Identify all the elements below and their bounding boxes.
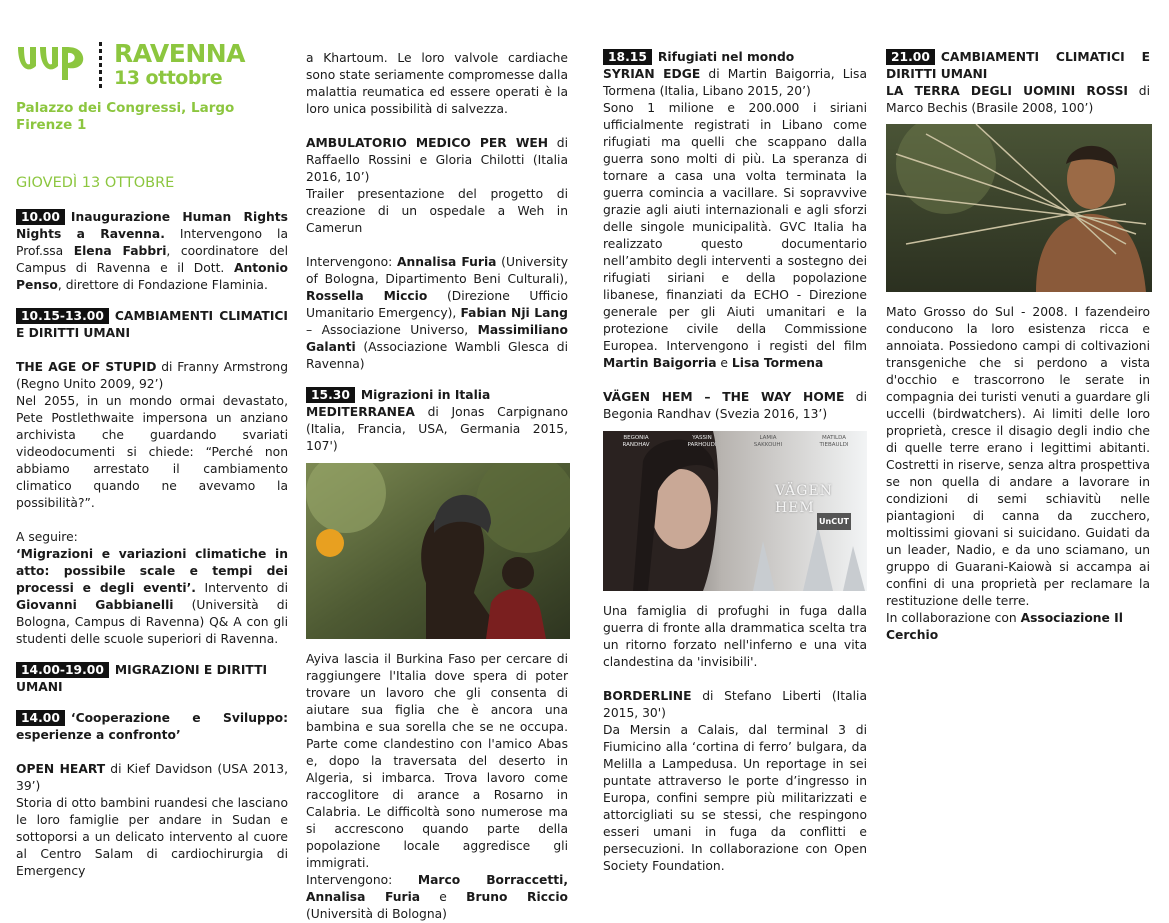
- event-7: 21.00 CAMBIAMENTI CLIMATICI E DIRITTI UMANI: [886, 50, 1150, 81]
- mediterranea-photo: [306, 463, 570, 639]
- column-4: [886, 0, 1150, 644]
- event-3: 14.00-19.00 MIGRAZIONI E DIRITTI UMANI: [16, 663, 268, 694]
- speakers-2: Intervengono: Marco Borraccetti, Annalisa Furia e Bruno Riccio (Università di Bologna): [306, 873, 568, 921]
- film-age-of-stupid: THE AGE OF STUPID di Franny Armstrong (Regno Unito 2009, 92’) Nel 2055, in un mondo ormai devastato, Pete Postlethwaite impersona un anziano archivista che guardando svariati videodocumenti si chiede: “Perché non abbiamo arrestato il cambiamento climatico quando ne avevamo la possibilità?”.: [16, 360, 289, 510]
- column-1: [16, 0, 288, 880]
- festival-logo-icon: [16, 44, 88, 82]
- time-tag: 10.15-13.00: [16, 308, 109, 324]
- event-4: 14.00 ‘Cooperazione e Sviluppo: esperienze a confronto’: [16, 711, 288, 742]
- film-vagen-hem: VÄGEN HEM – THE WAY HOME di Begonia Randhav (Svezia 2016, 13’): [603, 390, 867, 421]
- day-title: GIOVEDÌ 13 OTTOBRE: [16, 175, 175, 191]
- time-tag: 14.00-19.00: [16, 662, 109, 678]
- film-terra-uomini-rossi: LA TERRA DEGLI UOMINI ROSSI di Marco Bechis (Brasile 2008, 100’): [886, 84, 1150, 115]
- terra-desc: Mato Grosso do Sul - 2008. I fazendeiro conducono la loro esistenza ricca e annoiata. Possiedono campi di coltivazioni transgeniche che si perdono a vista d'occhio e trascorrono le serate in compagnia dei turisti venuti a guardare gli uccelli (birdwatchers). Ai limiti delle loro proprietà, cresce il disagio degli indio che di quelle terre erano i legittimi abitanti. Costretti in riserve, senza altra prospettiva se non quella di andare a lavorare in condizioni di semi schiavitù nelle piantagioni di canna da zucchero, moltissimi giovani si suicidano. Guidati da un leader, Nadio, e da uno sciamano, un gruppo di Guarani-Kaiowà si accampa ai confini di una proprietà per reclamare la restituzione delle terre.: [886, 305, 1150, 608]
- time-tag: 15.30: [306, 387, 355, 403]
- poster-logo: UnCUT: [817, 513, 851, 530]
- date-subtitle: 13 ottobre: [114, 67, 223, 89]
- city-title: RAVENNA: [114, 39, 246, 68]
- event-2: 10.15-13.00 CAMBIAMENTI CLIMATICI E DIRITTI UMANI: [16, 309, 288, 340]
- seguire-block: A seguire: ‘Migrazioni e variazioni climatiche in atto: possibile scale e tempi dei processi e degli eventi’. Intervento di Giovanni Gabbianelli (Università di Bologna, Campus di Ravenna) Q& A con gli studenti delle scuole superiori di Ravenna.: [16, 530, 288, 646]
- poster-name: YASSIN PARHOUDI: [687, 435, 717, 448]
- time-tag: 10.00: [16, 209, 65, 225]
- mediterranea-desc: Ayiva lascia il Burkina Faso per cercare di raggiungere l'Italia dove spera di poter trovare un lavoro che gli consenta di aiutare sua figlia che è ancora una bambina e sua sorella che se ne occupa. Parte come clandestino con l'amico Abas e, dopo la traversata del deserto in Algeria, si imbarca. Trova lavoro come raccoglitore di arance a Rosarno in Calabria. Le difficoltà sono numerose ma si accrescono quando parte della popolazione locale aggredisce gli immigrati.: [306, 652, 568, 870]
- column-2: [306, 0, 568, 923]
- poster-name: LAMIA SAKKOUHI: [753, 435, 783, 448]
- time-tag: 21.00: [886, 49, 935, 65]
- film-mediterranea: MEDITERRANEA di Jonas Carpignano (Italia, Francia, USA, Germania 2015, 107'): [306, 405, 568, 453]
- time-tag: 18.15: [603, 49, 652, 65]
- time-tag: 14.00: [16, 710, 65, 726]
- poster-title: VÄGEN HEM: [775, 483, 833, 516]
- header: [16, 39, 288, 89]
- event-6: 18.15 Rifugiati nel mondo: [603, 49, 867, 66]
- venue: Palazzo dei Congressi, Largo Firenze 1: [16, 100, 235, 133]
- film-ambulatorio: AMBULATORIO MEDICO PER WEH di Raffaello Rossini e Gloria Chilotti (Italia 2016, 10’) Trailer presentazione del progetto di creazione di un ospedale a Weh in Camerun: [306, 136, 568, 235]
- vagen-hem-desc: Una famiglia di profughi in fuga dalla guerra di fronte alla drammatica scelta tra un ritorno forzato nell'inferno e una vita clandestina da 'invisibili'.: [603, 604, 867, 669]
- vagen-hem-poster: [603, 431, 867, 591]
- open-heart-continued: a Khartoum. Le loro valvole cardiache sono state seriamente compromesse dalla malattia reumatica ed essere operati è la loro unica possibilità di salvezza.: [306, 51, 568, 116]
- speakers-1: Intervengono: Annalisa Furia (University of Bologna, Dipartimento Beni Culturali), Rossella Miccio (Direzione Ufficio Umanitario Emergency), Fabian Nji Lang – Associazione Universo, Massimiliano Galanti (Associazione Wambli Glesca di Ravenna): [306, 255, 568, 371]
- film-borderline: BORDERLINE di Stefano Liberti (Italia 2015, 30') Da Mersin a Calais, dal terminal 3 di Fiumicino alla ‘cortina di ferro’ bulgara, da Melilla a Lampedusa. Un reportage in sei puntate attraverso le porte d’ingresso in Europa, confini sempre più militarizzati e attorcigliati su se stessi, che respingono esseri umani in fuga da conflitti e persecuzioni. In collaborazione con Open Society Foundation.: [603, 689, 867, 873]
- event-5: 15.30 Migrazioni in Italia: [306, 387, 568, 404]
- column-3: [603, 0, 867, 875]
- collaboration: In collaborazione con Associazione Il Cerchio: [886, 611, 1123, 642]
- film-open-heart: OPEN HEART di Kief Davidson (USA 2013, 39’) Storia di otto bambini ruandesi che lasciano le loro famiglie per andare in Sudan e sottoporsi a un delicato intervento al cuore al Centro Salam di cardiochirurgia di Emergency: [16, 762, 288, 878]
- terra-uomini-rossi-photo: [886, 124, 1152, 292]
- poster-name: BEGONIA RANDHAV: [622, 435, 650, 448]
- poster-name: MATILDA TIEBAULDI: [819, 435, 849, 448]
- divider-dots: [96, 42, 106, 88]
- event-1: 10.00 Inaugurazione Human Rights Nights a Ravenna. Intervengono la Prof.ssa Elena Fabbri, coordinatore del Campus di Ravenna e il Dott. Antonio Penso, direttore di Fondazione Flaminia.: [16, 210, 288, 292]
- film-syrian-edge: SYRIAN EDGE di Martin Baigorria, Lisa Tormena (Italia, Libano 2015, 20’) Sono 1 milione e 200.000 i siriani ufficialmente registrati in Libano come rifugiati ma quelli che scappano dalla guerra sono molti di più. La speranza di tornare a casa una volta terminata la guerra comincia a vacillare. Si sopravvive grazie agli aiuti internazionali e agli sforzi delle singole municipalità. GVC Italia ha realizzato questo documentario nell’ambito degli interventi a sostegno dei rifugiati siriani e della popolazione libanese, finanziati da ECHO - Direzione generale per gli Aiuti umanitari e la protezione civile della Commissione Europea. Intervengono i registi del film Martin Baigorria e Lisa Tormena: [603, 67, 867, 370]
